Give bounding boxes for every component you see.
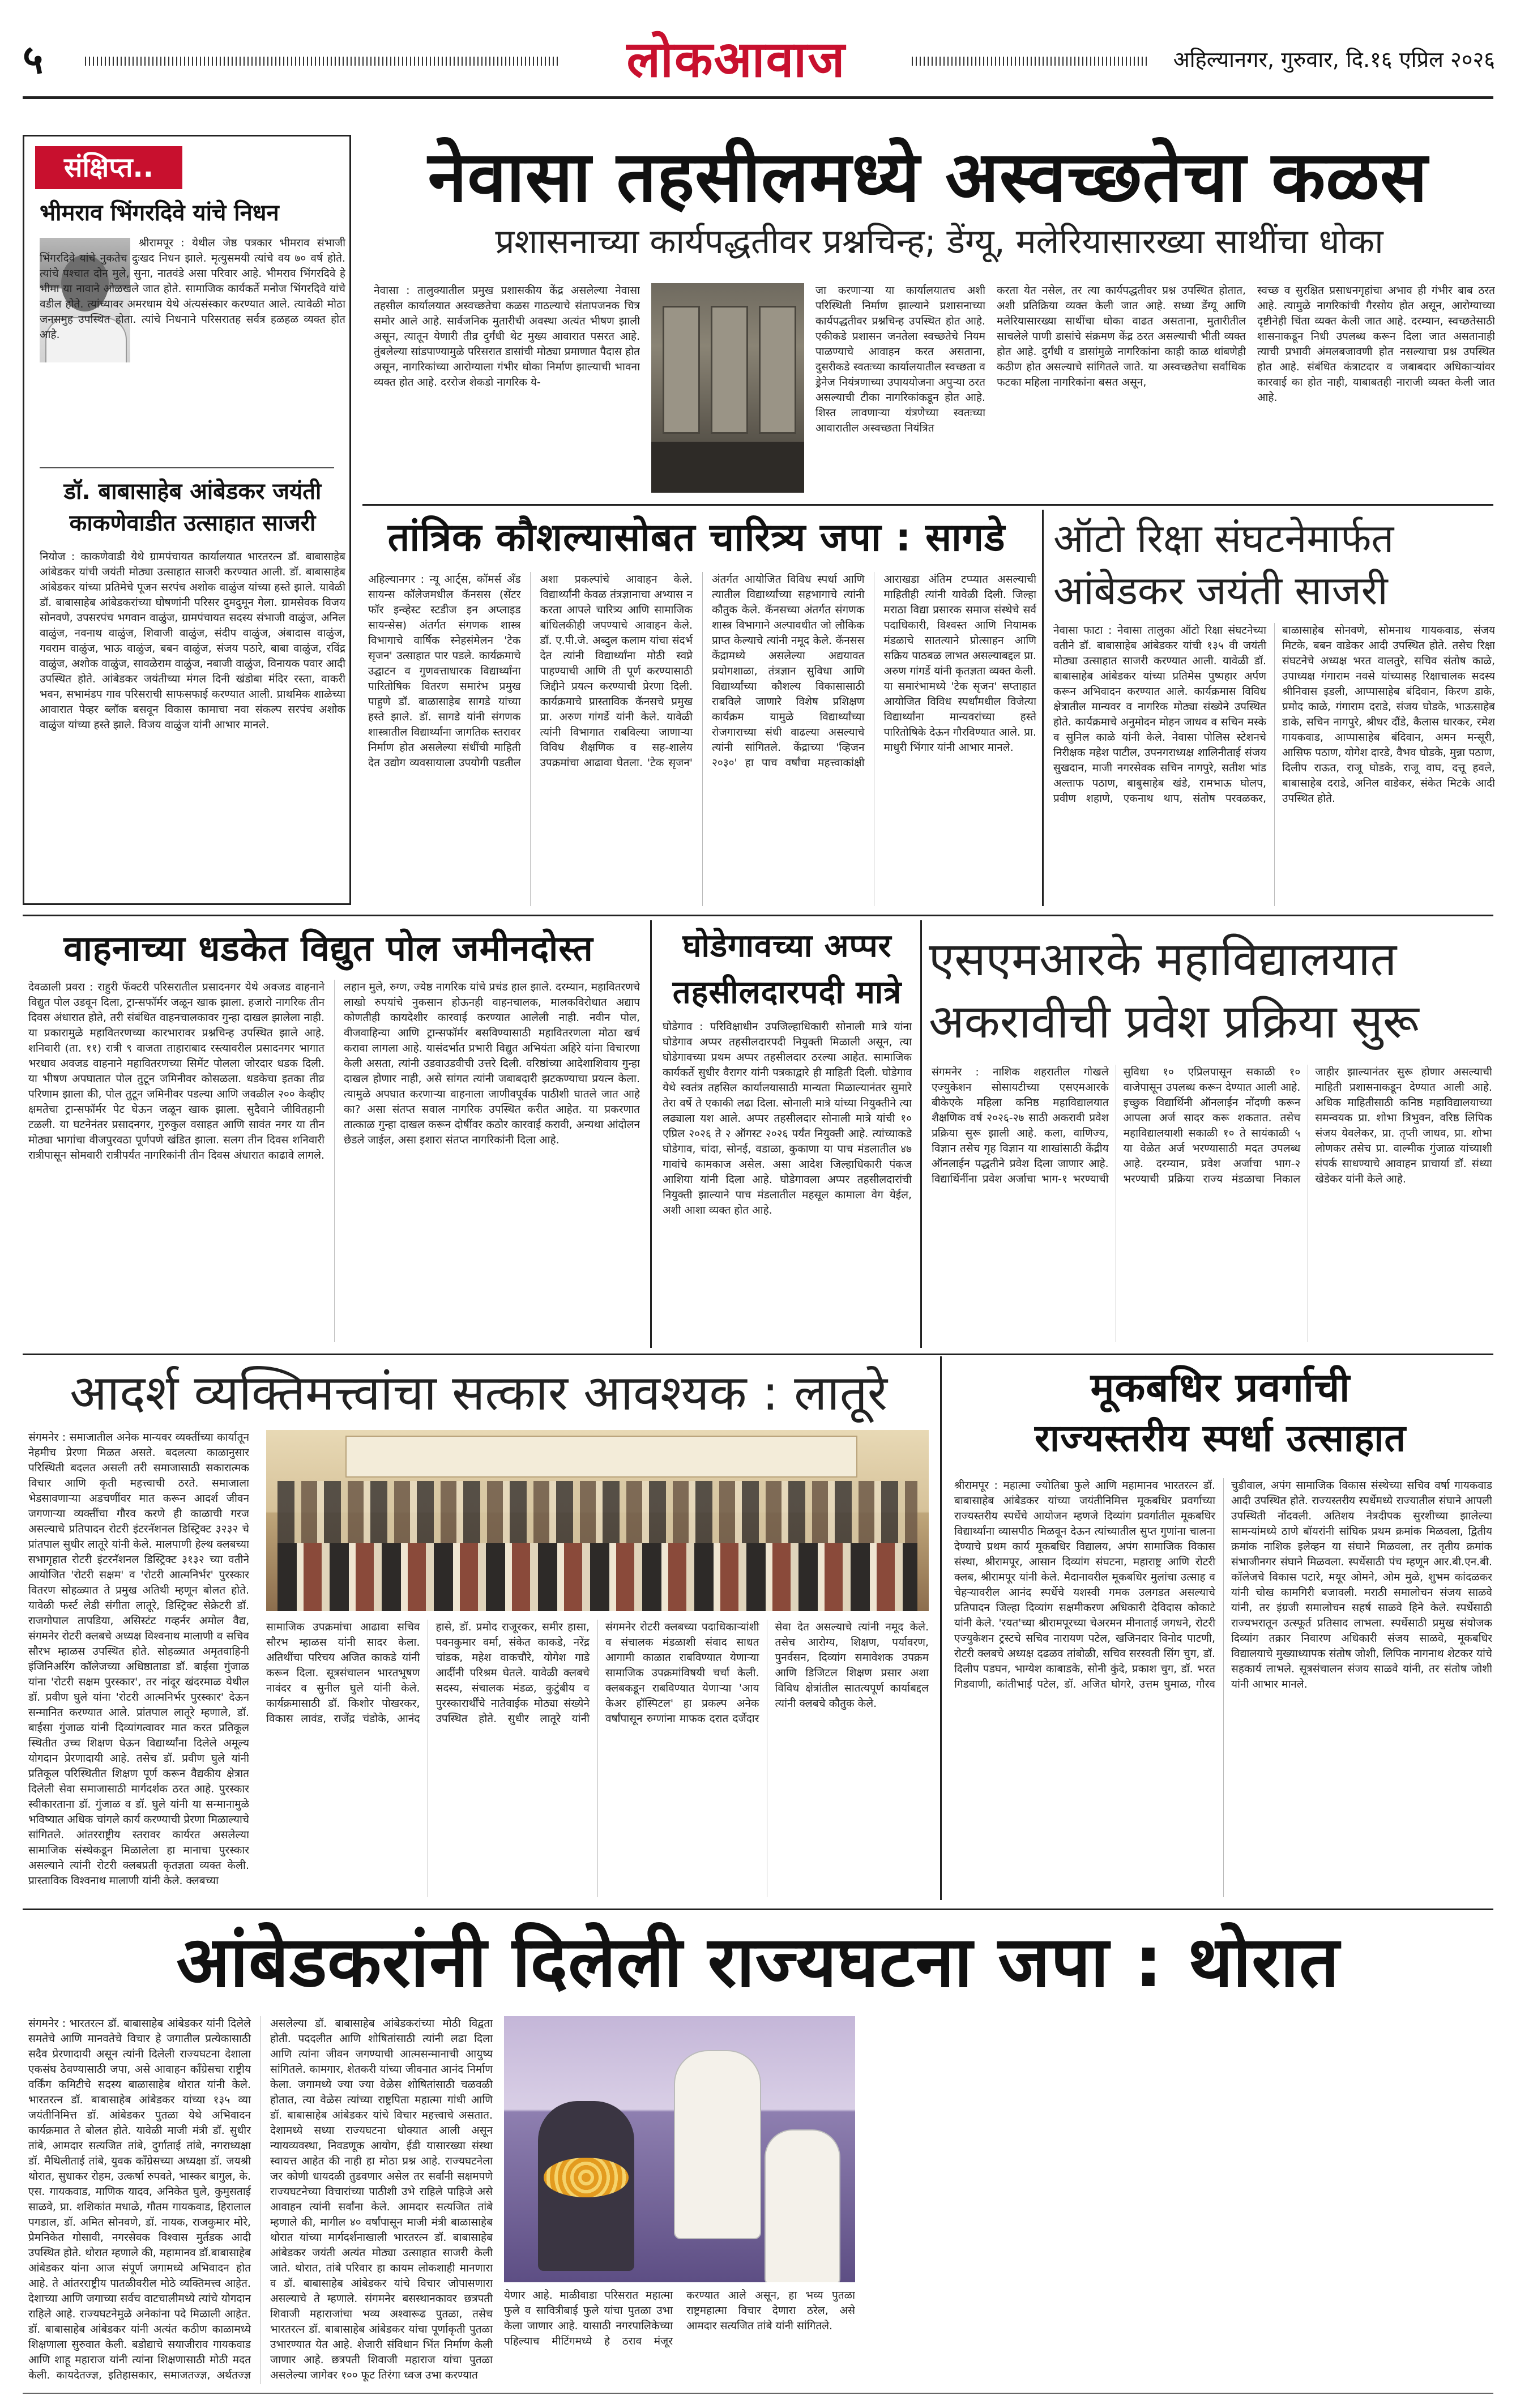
ghodegaon-admission-divider bbox=[920, 920, 922, 1348]
sidebar-headline-2: डॉ. बाबासाहेब आंबेडकर जयंती काकणेवाडीत उत्साहात साजरी bbox=[63, 479, 322, 536]
page-bottom-rule bbox=[23, 2393, 1493, 2394]
latur-headline: आदर्श व्यक्तिमत्त्वांचा सत्कार आवश्यक : लातूरे bbox=[70, 1365, 887, 1421]
latur-text-col-1 bbox=[28, 1430, 249, 1894]
ghodegaon-text: घोडेगाव : परिविक्षाधीन उपजिल्हाधिकारी सोनाली मात्रे यांना घोडेगाव अप्पर तहसीलदारपदी नियुक्ती मिळाली असून, त्या घोडेगावच्या प्रथम अप्पर तहसीलदार ठरल्या आहेत. सामाजिक कार्यकर्ते सुधीर वैरागर यांनी पत्रकाद्वारे ही माहिती दिली. घोडेगाव येथे स्वतंत्र तहसिल कार्यालयासाठी मान्यता मिळाल्यानंतर सुमारे तेरा वर्षे ते एकाकी लढा दिला. सोनाली मात्रे यांच्या नियुक्तीने त्या लढ्याला यश आले. अप्पर तहसीलदार सोनाली मात्रे यांची १० एप्रिल २०२६ ते २ ऑगस्ट २०२६ पर्यंत नियुक्ती आहे. त्यांच्याकडे घोडेगाव, चांदा, सोनई, वडाळा, कुकाणा या पाच मंडलातील ४७ गावांचे कामकाज असेल. असा आदेश जिल्हाधिकारी पंकज आशिया यांनी दिला आहे. घोडेगावला अप्पर तहसीलदारांची नियुक्ती झाल्याने पाच मंडलातील महसूल कामाला वेग येईल, अशी आशा व्यक्त होत आहे. bbox=[663, 1021, 912, 1216]
thorat-headline: आंबेडकरांनी दिलेली राज्यघटना जपा : थोरात bbox=[176, 1922, 1340, 2003]
deaf-text: श्रीरामपूर : महात्मा ज्योतिबा फुले आणि महामानव भारतरत्न डॉ. बाबासाहेब आंबेडकर यांच्या जयंतीनिमित्त मूकबधिर प्रवर्गाच्या राज्यस्तरीय स्पर्धेचे आयोजन म्हणजे दिव्यांग प्रवर्गातील मूकबधिर विद्यार्थ्यांना व्यासपीठ मिळवून देऊन त्यांच्यातील सुप्त गुणांना चालना देण्याचे प्रथम कार्य मूकबधिर विद्यालय, अपंग सामाजिक विकास संस्था, श्रीरामपूर, आसान दिव्यांग संघटना, महाराष्ट्र आणि रोटरी क्लब, श्रीरामपूर यांनी केले. मैदानावरील मूकबधिर मुलांचा उत्साह व चेहऱ्यावरील आनंद स्पर्धेचे यशस्वी गमक उलगडत असल्याचे प्रतिपादन जिल्हा दिव्यांग सक्षमीकरण अधिकारी देविदास कोकाटे यांनी केले. 'रयत'च्या श्रीरामपूरच्या चेअरमन मीनाताई जगधने, रोटरी एज्युकेशन ट्रस्टचे सचिव नारायण पटेल, खजिनदार विनोद पाटणी, रोटरी क्लबचे अध्यक्ष दढळव तांबोळी, सचिव सरस्वती सिंग चुग, डॉ. दिलीप पडघन, भाग्येश काबाडके, सोनी कुंदे, प्रकाश चुग, डॉ. भरत गिडवाणी, कांतीभाई पटेल, डॉ. अजित घोगरे, उत्तम घुमाळ, गौरव चुडीवाल, अपंग सामाजिक विकास संस्थेच्या सचिव वर्षा गायकवाड आदी उपस्थित होते. राज्यस्तरीय स्पर्धेमध्ये राज्यातील संघाने आपली उपस्थिती नोंदवली. अतिशय नेत्रदीपक सुरशीच्या झालेल्या सामन्यांमध्ये ठाणे बॉयरांनी सांघिक प्रथम क्रमांक मिळवला, द्वितीय क्रमांक नाशिक इलेव्हन या संघाने मिळवला, तर तृतीय क्रमांक संभाजीनगर संघाने मिळवला. स्पर्धेसाठी पंच म्हणून आर.बी.एन.बी. कॉलेजचे विकास पटारे, मयूर ओमने, ओम मुळे, शुभम कांदळकर यांनी चोख कामगिरी बजावली. मराठी समालोचन संजय साळवे यांनी, तर इंग्रजी समालोचन सहर्ष साळवे हिने केले. स्पर्धेसाठी राज्यभरातून उत्स्फूर्त प्रतिसाद लाभला. स्पर्धेसाठी प्रमुख संयोजक दिव्यांग तक्रार निवारण अधिकारी संजय साळवे, मूकबधिर विद्यालयाचे मुख्याध्यापक संतोष जोशी, लिपिक नागनाथ शेटकर यांचे सहकार्य लाभले. सूत्रसंचालन संजय साळवे यांनी, तर संतोष जोशी यांनी आभार मानले. bbox=[954, 1479, 1492, 1690]
row3-bottom-rule bbox=[23, 1354, 1493, 1355]
auto-text: नेवासा फाटा : नेवासा तालुका ऑटो रिक्षा संघटनेच्या वतीने डॉ. बाबासाहेब आंबेडकर यांची १३५ वी जयंती मोठ्या उत्साहात साजरी करण्यात आली. यावेळी डॉ. बाबासाहेब आंबेडकर यांच्या प्रतिमेस पुष्पहार अर्पण करून अभिवादन करण्यात आले. कार्यक्रमास विविध क्षेत्रातील मान्यवर व नागरिक मोठ्या संख्येने उपस्थित होते. कार्यक्रमाचे अनुमोदन मोहन जाधव व सचिन मस्के व सुनिल काळे यांनी केले. नेवासा पोलिस स्टेशनचे निरीक्षक महेश पाटील, उपनगराध्यक्ष शालिनीताई संजय सुखदान, माजी नगरसेवक सचिन नागपुरे, सतीश भांड अल्ताफ पठाण, बाबुसाहेब खंडे, रामभाऊ घोलप, प्रवीण शहाणे, एकनाथ थाप, संतोष परवळकर, बाळासाहेब सोनवणे, सोमनाथ गायकवाड, संजय मिटके, बबन वाडेकर आदी उपस्थित होते. तसेच रिक्षा संघटनेचे अध्यक्ष भरत वालतुरे, सचिव संतोष काळे, उपाध्यक्ष गंगाराम नवसे यांच्यासह रिक्षाचालक सदस्य श्रीनिवास इडली, आप्पासाहेब बंदिवान, किरण डाके, प्रमोद काळे, गंगाराम दराडे, संजय घोडके, भाऊसाहेब डाके, सचिन नागपुरे, श्रीधर दौंडे, कैलास धारकर, रमेश गायकवाड, आप्पासाहेब बंदिवान, अमन मन्सूरी, आसिफ पठाण, योगेश दारडे, वैभव घोडके, मुन्ना पठाण, दिलीप राऊत, राजू घोडके, राजू वाघ, दत्तू हवले, बाबासाहेब दराडे, अनिल वाडेकर, संकेत मिटके आदी उपस्थित होते. bbox=[1053, 624, 1495, 805]
lead-photo-urinal-3 bbox=[759, 306, 796, 434]
deaf-headline-1: मूकबधिर प्रवर्गाची bbox=[1090, 1364, 1351, 1411]
admission-text: संगमनेर : नाशिक शहरातील गोखले एज्युकेशन सोसायटीच्या एसएमआरके बीकेएके महिला कनिष्ठ महाविद्यालयात शैक्षणिक वर्ष २०२६-२७ साठी अकरावी प्रवेश प्रक्रिया सुरू झाली आहे. कला, वाणिज्य, विज्ञान तसेच गृह विज्ञान या शाखांसाठी केंद्रीय ऑनलाईन पद्धतीने प्रवेश दिला जाणार आहे. विद्यार्थिनींना प्रवेश अर्जाचा भाग-१ भरण्याची सुविधा १० एप्रिलपासून सकाळी १० वाजेपासून उपलब्ध करून देण्यात आली आहे. इच्छुक विद्यार्थिनी ऑनलाईन नोंदणी करून आपला अर्ज सादर करू शकतात. तसेच महाविद्यालयाशी सकाळी १० ते सायंकाळी ५ या वेळेत अर्ज भरण्यासाठी मदत उपलब्ध आहे. दरम्यान, प्रवेश अर्जाचा भाग-२ भरण्याची प्रक्रिया राज्य मंडळाचा निकाल जाहीर झाल्यानंतर सुरू होणार असल्याची माहिती प्रशासनाकडून देण्यात आली आहे. अधिक माहितीसाठी कनिष्ठ महाविद्यालयाच्या समन्वयक प्रा. शोभा त्रिभुवन, वरिष्ठ लिपिक संजय येवलेकर, प्रा. तृप्ती जाधव, प्रा. शोभा लोणकर तसेच प्रा. वाल्मीक गुंजाळ यांच्याशी संपर्क साधण्याचे आवाहन प्राचार्या डॉ. संध्या खेडेकर यांनी केले आहे. bbox=[932, 1066, 1492, 1185]
latur-photo-front-row bbox=[277, 1543, 917, 1611]
latur-text: संगमनेर : समाजातील अनेक मान्यवर व्यक्तींच्या कार्यातून नेहमीच प्रेरणा मिळत असते. बदलत्या काळानुसार परिस्थिती बदलत असली तरी समाजासाठी सकारात्मक विचार आणि कृती महत्त्वाची ठरते. समाजाला भेडसावणाऱ्या अडचणींवर मात करून आदर्श जीवन जगणाऱ्या व्यक्तींचा गौरव करणे ही काळाची गरज असल्याचे प्रतिपादन रोटरी इंटरनॅशनल डिस्ट्रिक्ट ३२३२ चे प्रांतपाल सुधीर लातूरे यांनी केले. मालपाणी हेल्थ क्लबच्या सभागृहात रोटरी इंटरनॅशनल डिस्ट्रिक्ट ३१३२ च्या वतीने आयोजित 'रोटरी सक्षम' व 'रोटरी आत्मनिर्भर' पुरस्कार वितरण सोहळ्यात ते प्रमुख अतिथी म्हणून बोलत होते. यावेळी फर्स्ट लेडी संगीता लातूरे, डिस्ट्रिक्ट सेक्रेटरी डॉ. राजगोपाल तापडिया, असिस्टंट गव्हर्नर अमोल वैद्य, संगमनेर रोटरी क्लबचे अध्यक्ष विश्वनाथ मालाणी व सचिव सौरभ म्हाळस उपस्थित होते. सोहळ्यात अमृतवाहिनी इंजिनिअरिंग कॉलेजच्या अधिष्ठाताडा डॉ. बाईसा गुंजाळ यांना 'रोटरी सक्षम पुरस्कार', तर नांदूर खंदरमाळ येथील डॉ. प्रवीण घुले यांना 'रोटरी आत्मनिर्भर पुरस्कार' देऊन सन्मानित करण्यात आले. प्रांतपाल लातूरे म्हणाले, डॉ. बाईसा गुंजाळ यांनी दिव्यांगत्वावर मात करत प्रतिकूल स्थितीत उच्च शिक्षण घेऊन विद्यार्थ्यांना दिलेले अमूल्य योगदान प्रेरणादायी आहे. तसेच डॉ. प्रवीण घुले यांनी प्रतिकूल परिस्थितीत शिक्षण पूर्ण करून वैद्यकीय क्षेत्रात दिलेली सेवा समाजासाठी मार्गदर्शक ठरत आहे. पुरस्कार स्वीकारताना डॉ. गुंजाळ व डॉ. घुले यांनी या सन्मानामुळे भविष्यात अधिक चांगले कार्य करण्याची प्रेरणा मिळाल्याचे सांगितले. आंतरराष्ट्रीय स्तरावर कार्यरत असलेल्या सामाजिक संस्थेकडून मिळालेला हा मानाचा पुरस्कार असल्याने त्यांनी रोटरी क्लबप्रती कृतज्ञता व्यक्त केली. प्रास्ताविक विश्वनाथ मालाणी यांनी केले. क्लबच्या bbox=[28, 1431, 249, 1887]
latur-text-overflow: सामाजिक उपक्रमांचा आढावा सचिव सौरभ म्हाळस यांनी सादर केला. अतिथींचा परिचय अजित काकडे यांनी करून दिला. सूत्रसंचालन भारतभूषण नावंदर व सुनील घुले यांनी केले. कार्यक्रमासाठी डॉ. किशोर पोखरकर, विकास लावंड, राजेंद्र चंडोके, आनंद हासे, डॉ. प्रमोद राजूरकर, समीर हासा, पवनकुमार वर्मा, संकेत काकडे, नरेंद्र चांडक, महेश वाकचौरे, योगेश गाडे आदींनी परिश्रम घेतले. यावेळी क्लबचे सदस्य, संचालक मंडळ, कुटुंबीय व पुरस्कारार्थींचे नातेवाईक मोठ्या संख्येने उपस्थित होते. सुधीर लातूरे यांनी संगमनेर रोटरी क्लबच्या पदाधिकाऱ्यांशी व संचालक मंडळाशी संवाद साधत आगामी काळात राबविण्यात येणाऱ्या सामाजिक उपक्रमांविषयी चर्चा केली. क्लबकडून राबविण्यात येणाऱ्या 'आय केअर हॉस्पिटल' हा प्रकल्प अनेक वर्षांपासून रुग्णांना माफक दरात दर्जेदार सेवा देत असल्याचे त्यांनी नमूद केले. तसेच आरोग्य, शिक्षण, पर्यावरण, पुनर्वसन, दिव्यांग समावेशक उपक्रम आणि डिजिटल शिक्षण प्रसार अशा विविध क्षेत्रांतील सातत्यपूर्ण कार्याबद्दल त्यांनी क्लबचे कौतुक केले. bbox=[266, 1621, 929, 1725]
lead-subhead: प्रशासनाच्या कार्यपद्धतीवर प्रश्नचिन्ह; डेंग्यू, मलेरियासारख्या साथींचा धोका bbox=[495, 222, 1383, 262]
thorat-text-left: संगमनेर : भारतरत्न डॉ. बाबासाहेब आंबेडकर यांनी दिलेले समतेचे आणि मानवतेचे विचार हे जगातील प्रत्येकासाठी सदैव प्रेरणादायी असून त्यांनी दिलेली राज्यघटना देशाला एकसंघ ठेवण्यासाठी जपा, असे आवाहन काँग्रेसचा राष्ट्रीय वर्किंग कमिटीचे सदस्य बाळासाहेब थोरात यांनी केले. भारतरत्न डॉ. बाबासाहेब आंबेडकर यांच्या १३५ व्या जयंतीनिमित्त डॉ. आंबेडकर पुतळा येथे अभिवादन कार्यक्रमात ते बोलत होते. यावेळी माजी मंत्री डॉ. सुधीर तांबे, आमदार सत्यजित तांबे, दुर्गाताई तांबे, नगराध्यक्षा डॉ. मैथिलीताई तांबे, युवक काँग्रेसच्या अध्यक्षा डॉ. जयश्री थोरात, सुधाकर रोहम, उत्कर्षा रुपवते, भास्कर बागुल, के. एस. गायकवाड, माणिक यादव, अनिकेत घुले, कुमुसताई साळवे, प्रा. शशिकांत मधाळे, गौतम गायकवाड, हिरालाल पगडाल, डॉ. अमित सोनवणे, डॉ. नायक, राजकुमार मोरे, प्रेमनिकेत गोसावी, नगरसेवक विश्वास मुर्तडक आदी उपस्थित होते. थोरात म्हणाले की, महामानव डॉ.बाबासाहेब आंबेडकर यांना आज संपूर्ण जगामध्ये अभिवादन होत आहे. ते आंतरराष्ट्रीय पातळीवरील मोठे व्यक्तिमत्त्व आहेत. देशाच्या आणि जगाच्या सर्वच वाटचालीमध्ये त्यांचे योगदान राहिले आहे. राज्यघटनेमुळे अनेकांना पदे मिळाली आहेत. डॉ. बाबासाहेब आंबेडकर यांनी अत्यंत कठीण काळामध्ये शिक्षणाला सुरुवात केली. बडोद्याचे सयाजीराव गायकवाड आणि शाहू महाराज यांनी त्यांना शिक्षणासाठी मोठी मदत केली. कायदेतज्ज्ञ, इतिहासकार, समाजतज्ज्ञ, अर्थतज्ज्ञ असलेल्या डॉ. बाबासाहेब आंबेडकरांच्या मोठी विद्वता होती. पददलीत आणि शोषितांसाठी त्यांनी लढा दिला आणि त्यांना जीवन जगण्याची आत्मसन्मानाची आयुष्य सांगितले. कामगार, शेतकरी यांच्या जीवनात आनंद निर्माण केला. जगामध्ये ज्या ज्या वेळेस शोषितांसाठी चळवळी होतात, त्या वेळेस त्यांच्या राष्ट्रपिता महात्मा गांधी आणि डॉ. बाबासाहेब आंबेडकर यांचे विचार महत्त्वाचे असतात. देशामध्ये सध्या राज्यघटना धोक्यात आली असून न्यायव्यवस्था, निवडणूक आयोग, ईडी यासारख्या संस्था स्वायत्त आहेत की नाही हा मोठा प्रश्न आहे. राज्यघटनेला जर कोणी धायदळी तुडवणार असेल तर सर्वांनी सक्षमपणे राज्यघटनेच्या विचारांच्या पाठीशी उभे राहिले पाहिजे असे आवाहन त्यांनी सर्वांना केले. आमदार सत्यजित तांबे म्हणाले की, मागील ४० वर्षांपासून माजी मंत्री बाळासाहेब थोरात यांच्या मार्गदर्शनाखाली भारतरत्न डॉ. बाबासाहेब आंबेडकर जयंती अत्यंत मोठ्या उत्साहात साजरी केली जाते. थोरात, तांबे परिवार हा कायम लोकशाही मानणारा व डॉ. बाबासाहेब आंबेडकर यांचे विचार जोपासणारा असल्याचे ते म्हणाले. संगमनेर बसस्थानकावर छत्रपती शिवाजी महाराजांचा भव्य अश्वारूढ पुतळा, तसेच भारतरत्न डॉ. बाबासाहेब आंबेडकर यांचा पूर्णाकृती पुतळा उभारण्यात येत आहे. शेजारी संविधान भिंत निर्माण केली जाणार आहे. छत्रपती शिवाजी महाराज यांचा पुतळा असलेल्या जागेवर १०० फूट तिरंगा ध्वज उभा करण्यात bbox=[28, 2017, 493, 2381]
lead-col-1: नेवासा : तालुक्यातील प्रमुख प्रशासकीय केंद्र असलेल्या नेवासा तहसील कार्यालयात अस्वच्छतेचा कळस गाठल्याचे संतापजनक चित्र समोर आले आहे. सार्वजनिक मुतारीची अवस्था अत्यंत भीषण झाली असून, त्यातून येणारी तीव्र दुर्गंधी थेट मुख्य आवारात पसरत आहे. तुंबलेल्या सांडपाण्यामुळे परिसरात डासांची मोठ्या प्रमाणात पैदास होत असून, नागरिकांच्या आरोग्याला गंभीर धोका निर्माण झाल्याची भावना व्यक्त होत आहे. दररोज शेकडो नागरिक ये- bbox=[374, 284, 640, 388]
pole-text: देवळाली प्रवरा : राहुरी फॅक्टरी परिसरातील प्रसादनगर येथे अवजड वाहनाने विद्युत पोल उडवून दिला, ट्रान्सफॉर्मर जळून खाक झाला. हजारो नागरिक तीन दिवस अंधारात होते, तरी संबंधित वाहनचालकावर गुन्हा दाखल झालेला नाही. या प्रकारामुळे महावितरणच्या कारभारावर प्रश्नचिन्ह उपस्थित झाले आहे. शनिवारी (ता. ११) रात्री ९ वाजता ताहाराबाद रस्त्यावरील प्रसादनगर भागात भरधाव अवजड वाहनाने महावितरणच्या सिमेंट पोलला जोरदार धडक दिली. या भीषण अपघातात पोल तुटून जमिनीवर कोसळला. धडकेचा इतका तीव्र परिणाम झाला की, पोल तुटून जमिनीवर पडल्या आणि जवळील २०० केव्हीए क्षमतेचा ट्रान्सफॉर्मर पेट घेऊन जळून खाक झाला. सुदैवाने जीवितहानी टळली. या घटनेनंतर प्रसादनगर, गुरुकुल वसाहत आणि सावंत नगर या तीन मोठ्या भागांचा वीजपुरवठा पूर्णपणे खंडित झाला. सलग तीन दिवस शनिवारी रात्रीपासून सोमवारी रात्रीपर्यंत नागरिकांनी तीन दिवस अंधारात काढावे लागले. लहान मुले, रुग्ण, ज्येष्ठ नागरिक यांचे प्रचंड हाल झाले. दरम्यान, महावितरणचे लाखो रुपयांचे नुकसान होऊनही वाहनचालक, मालकविरोधात अद्याप कोणतीही कायदेशीर कारवाई करण्यात आलेली नाही. नवीन पोल, वीजवाहिन्या आणि ट्रान्सफॉर्मर बसविण्यासाठी महावितरणला मोठा खर्च करावा लागला आहे. यासंदर्भात प्रभारी विद्युत अभियंता अहिरे यांना विचारणा केली असता, त्यांनी उडवाउडवीची उत्तरे दिली. वरिष्ठांच्या आदेशाशिवाय गुन्हा दाखल होणार नाही, असे सांगत त्यांनी जबाबदारी झटकण्याचा प्रयत्न केला. त्यामुळे अपघात करणाऱ्या वाहनाला जाणीवपूर्वक पाठीशी घातले जात आहे का? असा संतप्त सवाल नागरिक उपस्थित करीत आहेत. या प्रकरणात तात्काळ गुन्हा दाखल करून दोषींवर कठोर कारवाई करावी, अन्यथा आंदोलन छेडले जाईल, असा इशारा संतप्त नागरिकांनी दिला आहे. bbox=[28, 981, 640, 1162]
sidebar-divider bbox=[40, 467, 334, 468]
thorat-photo-person-2 bbox=[765, 2129, 840, 2282]
deaf-headline-2: राज्यस्तरीय स्पर्धा उत्साहात bbox=[1034, 1416, 1407, 1460]
sagade-headline: तांत्रिक कौशल्यासोबत चारित्र्य जपा : सागडे bbox=[387, 515, 1006, 560]
ghodegaon-headline: घोडेगावच्या अप्पर तहसीलदारपदी मात्रे bbox=[672, 928, 902, 1011]
page-number: ५ bbox=[23, 36, 44, 83]
lead-photo-urinal-1 bbox=[663, 306, 700, 434]
sagade-auto-divider bbox=[1042, 510, 1044, 906]
lead-photo bbox=[651, 283, 804, 493]
lead-col-3: करता येत नसेल, तर त्या कार्यपद्धतीवर प्रश्न उपस्थित होतात, अशी प्रतिक्रिया व्यक्त केली जात आहे. सध्या डेंग्यू आणि मलेरियासारख्या साथींचा धोका वाढत असताना, मुतारीतील साचलेले पाणी डासांचे संक्रमण केंद्र ठरत असल्याची भीती व्यक्त होत आहे. दुर्गंधी व डासांमुळे नागरिकांना काही काळ थांबणेही कठीण होत असल्याचे सांगितले जाते. या अस्वच्छतेचा सर्वाधिक फटका महिला नागरिकांना बसत असून, bbox=[997, 284, 1246, 388]
thorat-photo-person-1 bbox=[674, 2050, 761, 2239]
latur-photo-back-row bbox=[277, 1481, 917, 1549]
latur-deaf-divider bbox=[940, 1356, 942, 1900]
lead-col-2: जा करणाऱ्या या कार्यालयातच अशी परिस्थिती निर्माण झाल्याने प्रशासनाच्या कार्यपद्धतीवर प्रश्नचिन्ह उपस्थित होत आहे. एकीकडे प्रशासन जनतेला स्वच्छतेचे नियम पाळण्याचे आवाहन करत असताना, दुसरीकडे स्वतःच्या कार्यालयातील स्वच्छता व ड्रेनेज नियंत्रणाच्या उपाययोजना अपुऱ्या ठरत असल्याची टीका नागरिकांकडून होत आहे. शिस्त लावणाऱ्या यंत्रणेच्या स्वतःच्या आवारातील अस्वच्छता नियंत्रित bbox=[815, 284, 985, 434]
lead-col-4: स्वच्छ व सुरक्षित प्रसाधनगृहांचा अभाव ही गंभीर बाब ठरत आहे. त्यामुळे नागरिकांची गैरसोय होत असून, आरोग्याच्या दृष्टीनेही चिंता व्यक्त केली जात आहे. दरम्यान, स्वच्छतेसाठी शासनाकडून निधी उपलब्ध करून दिला जात असतानाही त्याची प्रभावी अंमलबजावणी होत नसल्याचा प्रश्न उपस्थित होत आहे. संबंधित कंत्राटदार व जबाबदार अधिकाऱ्यांवर कारवाई का होत नाही, याबाबतही नाराजी व्यक्त केली जात आहे. bbox=[1257, 284, 1495, 404]
masthead-rule bbox=[23, 96, 1493, 99]
thorat-photo-caption-area: येणार आहे. माळीवाडा परिसरात महात्मा फुले व सावित्रीबाई फुले यांचा पुतळा उभा केला जाणार आहे. यासाठी नगरपालिकेच्या पहिल्याच मीटिंगमध्ये हे ठराव मंजूर करण्यात आले असून, हा भव्य पुतळा राष्ट्रमहात्मा विचार देणारा ठरेल, असे आमदार सत्यजित तांबे यांनी सांगितले. bbox=[504, 2289, 855, 2347]
sidebar-story-2-text: नियोज : काकणेवाडी येथे ग्रामपंचायत कार्यालयात भारतरत्न डॉ. बाबासाहेब आंबेडकर यांची जयंती मोठ्या उत्साहात साजरी करण्यात आली. डॉ. बाबासाहेब आंबेडकर यांच्या प्रतिमेचे पूजन सरपंच अशोक वाळुंज यांच्या हस्ते झाले. यावेळी डॉ. बाबासाहेब आंबेडकरांच्या घोषणांनी परिसर दुमदुमून गेला. ग्रामसेवक विजय सोनवणे, उपसरपंच भगवान वाळुंज, ग्रामपंचायत सदस्य संभाजी वाळुंज, अनिल वाळुंज, नवनाथ वाळुंज, शिवाजी वाळुंज, संदीप वाळुंज, अंबादास वाळुंज, गवराम वाळुंज, भाऊ वाळुंज, बबन वाळुंज, संजय पठारे, बाबा वाळुंज, रविंद्र वाळुंज, अशोक वाळुंज, सावळेराम वाळुंज, नबाजी वाळुंज, विनायक पवार आदी उपस्थित होते. आंबेडकर जयंतीच्या मंगल दिनी खंडोबा मंदिर रस्ता, वाकरी भवन, सभामंडप गाव परिसराची साफसफाई करण्यात आली. प्राथमिक शाळेच्या आवारात पेव्हर ब्लॉक बसवून विकास कामाचा नवा संकल्प सरपंच अशोक वाळुंज यांच्या हस्ते झाले. विजय वाळुंज यांनी आभार मानले. bbox=[40, 550, 345, 731]
auto-headline: ऑटो रिक्षा संघटनेमार्फत आंबेडकर जयंती साजरी bbox=[1053, 515, 1394, 614]
thorat-photo-garland bbox=[544, 2158, 629, 2197]
thorat-photo bbox=[504, 2016, 855, 2282]
pole-headline: वाहनाच्या धडकेत विद्युत पोल जमीनदोस्त bbox=[63, 928, 593, 969]
row4-bottom-rule bbox=[23, 1909, 1493, 1910]
dateline: अहिल्यानगर, गुरुवार, दि.१६ एप्रिल २०२६ bbox=[1173, 47, 1495, 72]
sidebar-title: संक्षिप्त.. bbox=[35, 146, 182, 189]
latur-photo bbox=[266, 1430, 929, 1611]
masthead-logo: लोकआवाज bbox=[626, 30, 846, 88]
sidebar-headline-1: भीमराव भिंगरदिवे यांचे निधन bbox=[40, 200, 279, 226]
lead-photo-urinal-2 bbox=[711, 306, 748, 434]
masthead-ornament bbox=[85, 57, 561, 66]
lead-headline: नेवासा तहसीलमध्ये अस्वच्छतेचा कळस bbox=[428, 136, 1428, 218]
thorat-text-right bbox=[866, 2016, 1489, 2384]
lead-bottom-rule bbox=[362, 504, 1493, 506]
latur-photo-banner bbox=[345, 1436, 857, 1478]
admission-headline: एसएमआरके महाविद्यालयात अकरावीची प्रवेश प्रक्रिया सुरू bbox=[929, 933, 1419, 1049]
row2-bottom-rule bbox=[23, 915, 1493, 916]
pole-ghodegaon-divider bbox=[650, 920, 652, 1348]
sidebar-story-1-text: श्रीरामपूर : येथील जेष्ठ पत्रकार भीमराव संभाजी भिंगरदिवे यांचे नुकतेच दुःखद निधन झाले. मृत्युसमयी त्यांचे वय ७० वर्ष होते. त्यांचे पश्चात दोन मुले, सुना, नातवंडे असा परिवार आहे. भीमराव भिंगरदिवे हे भीमा या नावाने ओळखले जात होते. सामाजिक कार्यकर्ते मनोज भिंगरदिवे यांचे वडील होते. त्यांच्यावर अमरधाम येथे अंत्यसंस्कार करण्यात आले. त्यावेळी मोठा जनसमुह उपस्थित होता. त्यांचे निधनाने परिसरातह सर्वत्र हळहळ व्यक्त होत आहे. bbox=[40, 237, 345, 341]
masthead-ornament-right bbox=[912, 57, 1150, 66]
lead-photo-floor bbox=[651, 442, 804, 493]
sagade-text: अहिल्यानगर : न्यू आर्ट्स, कॉमर्स अँड सायन्स कॉलेजमधील कॅनसस (सेंटर फॉर इन्व्हेस्ट स्टडीज इन अप्लाइड सायन्सेस) अंतर्गत संगणक शास्त्र विभागाचे वार्षिक स्नेहसंमेलन 'टेक सृजन' उत्साहात पार पडले. कार्यक्रमाचे उद्घाटन व गुणवत्ताधारक विद्यार्थ्यांना पारितोषिक वितरण समारंभ प्रमुख पाहुणे डॉ. बाळासाहेब सागडे यांच्या हस्ते झाले. डॉ. सागडे यांनी संगणक शास्त्रातील विद्यार्थ्यांना जागतिक स्तरावर निर्माण होत असलेल्या संधींची माहिती देत उद्योग व्यवसायाला उपयोगी पडतील अशा प्रकल्पांचे आवाहन केले. विद्यार्थ्यांनी केवळ तंत्रज्ञानाचा अभ्यास न करता आपले चारित्र्य आणि सामाजिक बांधिलकीही जपण्याचे आवाहन केले. डॉ. ए.पी.जे. अब्दुल कलाम यांचा संदर्भ देत त्यांनी विद्यार्थ्यांना मोठी स्वप्ने पाहण्याची आणि ती पूर्ण करण्यासाठी जिद्दीने प्रयत्न करण्याची प्रेरणा दिली. कार्यक्रमाचे प्रास्ताविक कॅनसचे प्रमुख प्रा. अरुण गांगर्डे यांनी केले. यावेळी त्यांनी विभागात राबविल्या जाणाऱ्या विविध शैक्षणिक व सह-शालेय उपक्रमांचा आढावा घेतला. 'टेक सृजन' अंतर्गत आयोजित विविध स्पर्धा आणि त्यातील विद्यार्थ्यांच्या सहभागाचे त्यांनी कौतुक केले. कॅनसच्या अंतर्गत संगणक शास्त्र विभागाने अल्पावधीत जो लौकिक प्राप्त केल्याचे त्यांनी नमूद केले. कॅनसस केंद्रामध्ये असलेल्या अद्ययावत प्रयोगशाळा, तंत्रज्ञान सुविधा आणि विद्यार्थ्यांच्या कौशल्य विकासासाठी राबविले जाणारे विशेष प्रशिक्षण कार्यक्रम यामुळे विद्यार्थ्यांच्या रोजगाराच्या संधी वाढल्या असल्याचे त्यांनी सांगितले. केंद्राच्या 'व्हिजन २०३०' हा पाच वर्षांचा महत्त्वाकांक्षी आराखडा अंतिम टप्प्यात असल्याची माहितीही त्यांनी यावेळी दिली. जिल्हा मराठा विद्या प्रसारक समाज संस्थेचे सर्व पदाधिकारी, विश्वस्त आणि नियामक मंडळाचे सातत्याने प्रोत्साहन आणि सक्रिय पाठबळ लाभत असल्याबद्दल प्रा. अरुण गांगर्डे यांनी कृतज्ञता व्यक्त केली. या समारंभामध्ये 'टेक सृजन' सप्ताहात आयोजित विविध स्पर्धांमधील विजेत्या विद्यार्थ्यांना मान्यवरांच्या हस्ते पारितोषिके देऊन गौरविण्यात आले. प्रा. माधुरी भिंगार यांनी आभार मानले. bbox=[368, 573, 1036, 769]
